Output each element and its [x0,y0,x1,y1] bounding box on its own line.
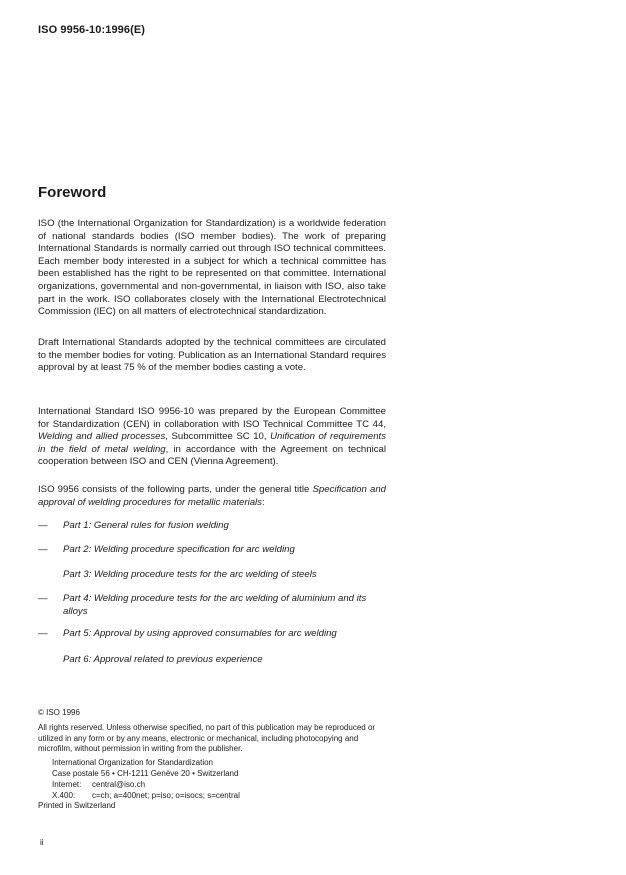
internet-row [38,780,388,791]
paragraph-parts-intro [38,484,386,509]
page-title: Foreword [38,184,107,201]
rights-reserved-text: All rights reserved. Unless otherwise specified, no part of this publication may be reproduced or utilized in any form or by any means, electronic or mechanical, including photocopying and microfilm, without permission in writing from the publisher. [38,722,376,754]
list-dash: — [38,593,48,604]
general-title: Specification and approval of welding procedures for metallic materials [38,484,386,508]
internet-label: Internet: [52,779,82,789]
committee-title: Welding and allied processes [38,431,166,443]
page-number: ii [40,838,44,847]
list-item-text: Part 2: Welding procedure specification for arc welding [63,544,295,555]
paragraph-preparation [38,406,386,469]
printed-in: Printed in Switzerland [38,801,116,811]
list-dash: — [38,544,48,555]
paragraph-parts-text-c: : [261,496,265,508]
organization-name: International Organization for Standardization [52,758,213,768]
organization-address: Case postale 56 • CH-1211 Genève 20 • Switzerland [52,768,239,778]
x400-label: X.400: [52,790,76,800]
paragraph-parts-text-a: ISO 9956 consists of the following parts, under the general title [38,484,313,495]
document-id-header: ISO 9956-10:1996(E) [38,24,146,36]
copyright-notice: © ISO 1996 [38,708,80,717]
list-item-text: Part 5: Approval by using approved consumables for arc welding [63,628,337,639]
copyright-block [38,708,388,812]
list-item-text: Part 1: General rules for fusion welding [63,520,229,531]
internet-value: central@iso.ch [92,779,146,789]
list-item-text: Part 6: Approval related to previous experience [63,654,263,665]
paragraph-iso-intro: ISO (the International Organization for Standardization) is a worldwide federation of national standards bodies (ISO member bodies). The work of preparing International Standards is normally carried out through ISO technical committees. Each member body interested in a subject for which a technical committee has been established has the right to be represented on that committee. International organizations, governmental and non-governmental, in liaison with ISO, also take part in the work. ISO collaborates closely with the International Electrotechnical Commission (IEC) on all matters of electrotechnical standardization. [38,218,386,318]
paragraph-preparation-text-a: International Standard ISO 9956-10 was prepared by the European Committee for Standardization (CEN) in collaboration with ISO Technical Committee TC 44, [38,406,386,430]
x400-row [38,791,388,802]
subcommittee-title: Unification of requirements in the field of metal welding [38,431,386,455]
paragraph-preparation-text-e: , in accordance with the Agreement on technical cooperation between ISO and CEN (Vienna Agreement). [38,443,386,468]
list-dash: — [38,520,48,531]
paragraph-preparation-text-c: , Subcommittee SC 10, [165,431,271,443]
x400-value: c=ch; a=400net; p=iso; o=isocs; s=central [92,790,240,800]
paragraph-draft-standards: Draft International Standards adopted by the technical committees are circulated to the member bodies for voting. Publication as an International Standard requires approval by at least 75 % of the member bodies casting a vote. [38,337,386,374]
list-item-text: Part 4: Welding procedure tests for the arc welding of aluminium and its alloys [63,593,367,617]
list-dash: — [38,628,48,639]
list-item-text: Part 3: Welding procedure tests for the arc welding of steels [63,569,317,580]
